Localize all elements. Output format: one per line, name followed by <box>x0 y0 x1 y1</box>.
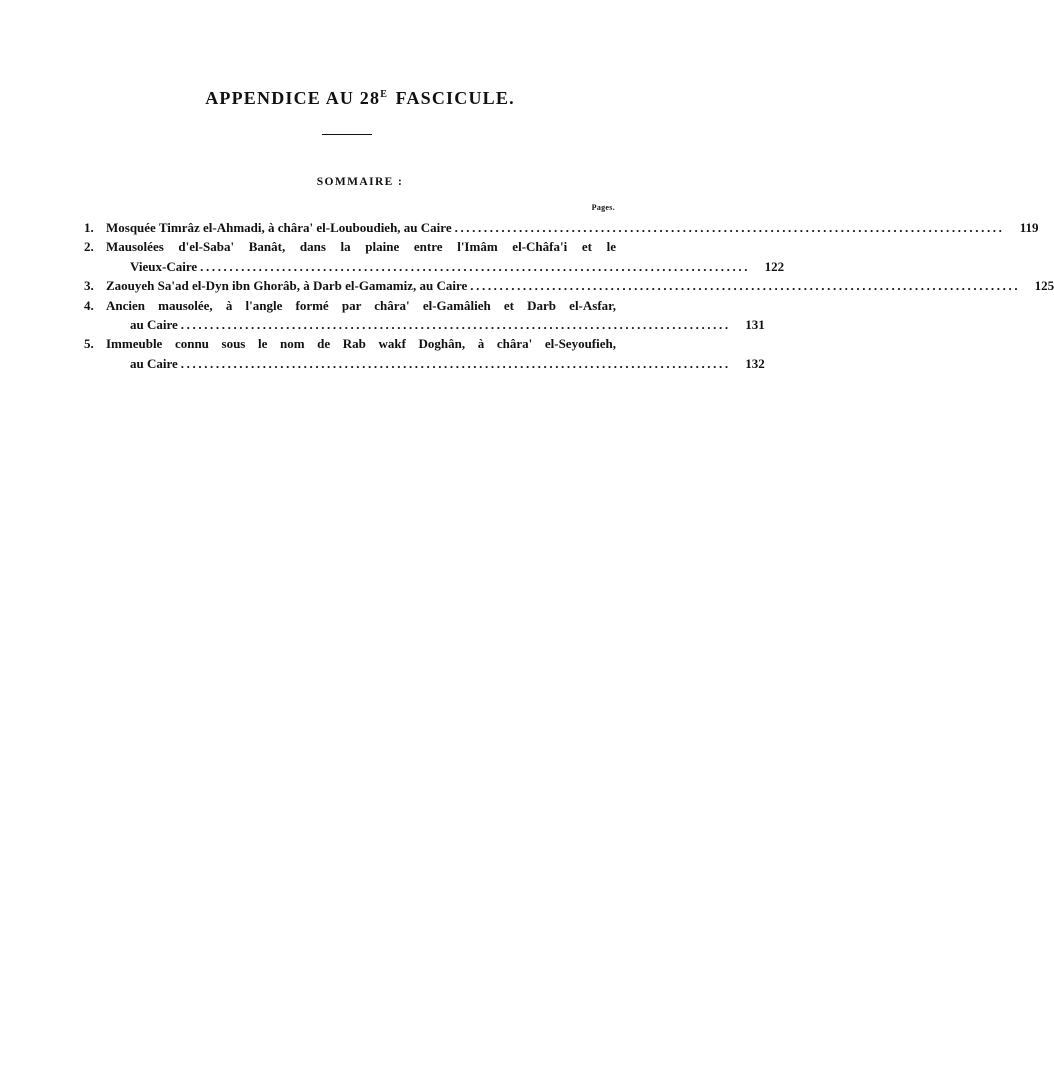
entry-line <box>84 276 1054 295</box>
entry-title-continued: Vieux-Caire <box>130 258 198 274</box>
entry-line: Mausolées d'el-Saba' Banât, dans la plaine entre l'Imâm el-Châfa'i et le <box>106 239 616 255</box>
entry-line-continued <box>84 315 765 334</box>
entry-page-number: 122 <box>764 258 785 274</box>
entry-line: Immeuble connu sous le nom de Rab wakf Doghân, à châra' el-Seyoufieh, <box>106 336 616 352</box>
entry-number: 2. <box>84 239 94 255</box>
entry-title-continued: au Caire <box>130 355 178 371</box>
dot-leader: .............................................................................................. <box>454 220 1005 235</box>
table-of-contents <box>84 218 1054 373</box>
toc-entry-4 <box>84 296 765 335</box>
entry-line: Ancien mausolée, à l'angle formé par châra' el-Gamâlieh et Darb el-Asfar, <box>106 297 616 313</box>
entry-number: 1. <box>84 220 94 235</box>
entry-number: 4. <box>84 297 94 313</box>
dot-leader: .............................................................................................. <box>470 278 1021 294</box>
entry-title: Zaouyeh Sa'ad el-Dyn ibn Ghorâb, à Darb el-Gamamiz, au Caire <box>106 278 468 294</box>
entry-number: 3. <box>84 278 94 294</box>
toc-entry-3 <box>84 276 1054 295</box>
toc-entry-5 <box>84 334 765 373</box>
title-divider <box>322 134 372 135</box>
title-main: APPENDICE AU 28 <box>205 88 381 108</box>
entry-page-number: 119 <box>1019 220 1039 235</box>
entry-page-number: 131 <box>745 317 765 332</box>
entry-title: Mosquée Timrâz el-Ahmadi, à châra' el-Louboudieh, au Caire <box>106 220 452 235</box>
entry-number: 5. <box>84 336 94 352</box>
dot-leader: .............................................................................................. <box>180 317 731 332</box>
entry-page-number: 132 <box>745 355 765 371</box>
toc-entry-2 <box>84 237 785 276</box>
title-superscript: E <box>380 89 387 100</box>
title-rest: FASCICULE. <box>395 88 515 108</box>
dot-leader: .............................................................................................. <box>200 258 751 274</box>
entry-line-continued <box>84 354 765 373</box>
entry-page-number: 125 <box>1034 278 1054 294</box>
entry-line-continued <box>84 257 785 276</box>
dot-leader: .............................................................................................. <box>180 355 731 371</box>
entry-title-continued: au Caire <box>130 317 178 332</box>
sommaire-heading: SOMMAIRE : <box>316 176 404 188</box>
entry-line <box>84 218 1039 237</box>
page-title <box>0 88 720 109</box>
toc-entry-1 <box>84 218 1039 237</box>
pages-column-label: Pages. <box>591 203 615 212</box>
